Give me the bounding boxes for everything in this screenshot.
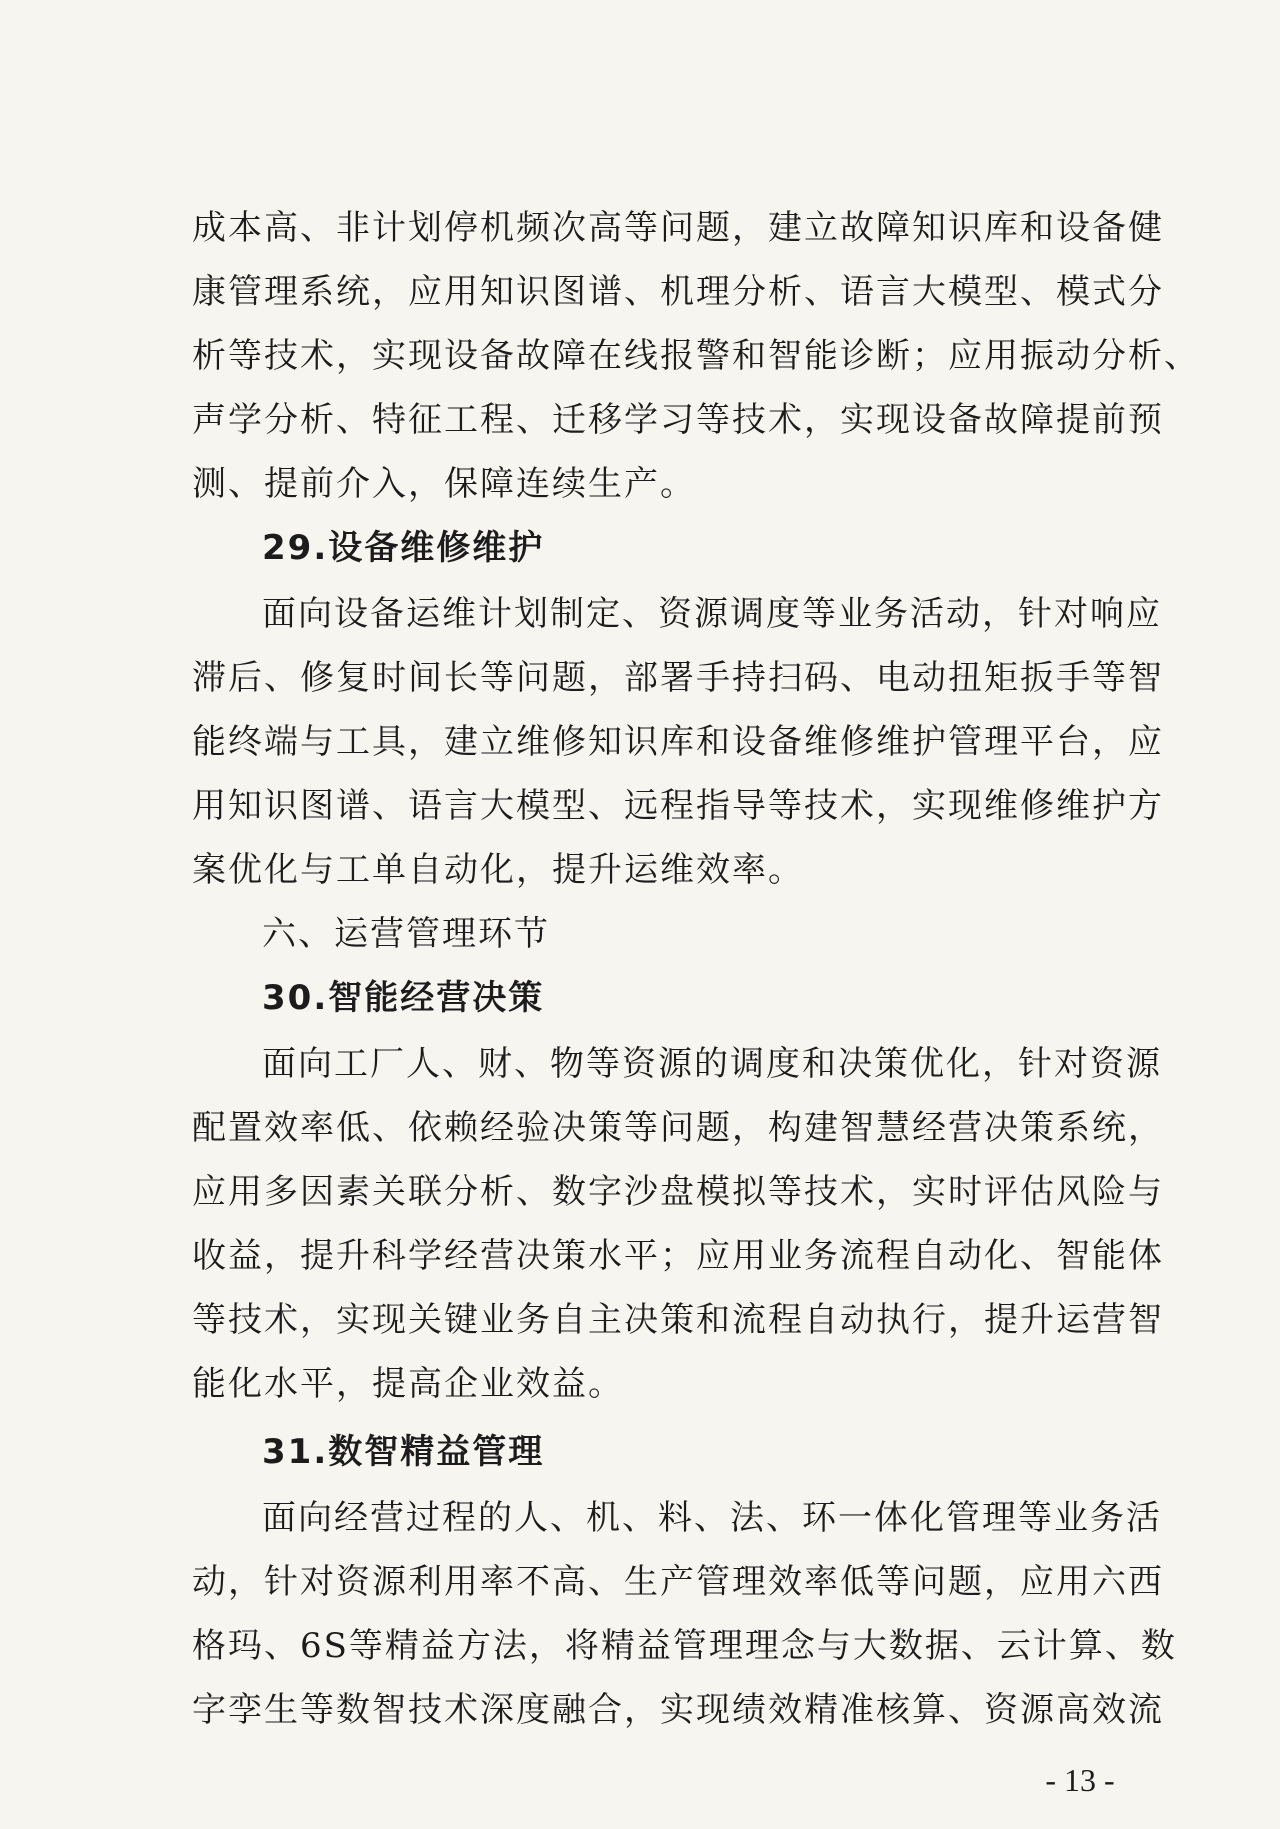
paragraph-line: 收益，提升科学经营决策水平；应用业务流程自动化、智能体 — [192, 1236, 1164, 1276]
paragraph-line: 康管理系统，应用知识图谱、机理分析、语言大模型、模式分 — [192, 272, 1164, 312]
section-heading-29: 29.设备维修维护 — [262, 528, 545, 568]
page-number: - 13 - — [1045, 1762, 1115, 1798]
paragraph-line: 格玛、6S等精益方法，将精益管理理念与大数据、云计算、数 — [192, 1626, 1177, 1666]
section-heading-30: 30.智能经营决策 — [262, 978, 545, 1018]
paragraph-line: 能化水平，提高企业效益。 — [192, 1364, 624, 1404]
paragraph-line: 面向工厂人、财、物等资源的调度和决策优化，针对资源 — [262, 1044, 1162, 1084]
paragraph-line: 面向经营过程的人、机、料、法、环一体化管理等业务活 — [262, 1498, 1162, 1538]
paragraph-line: 等技术，实现关键业务自主决策和流程自动执行，提升运营智 — [192, 1300, 1164, 1340]
paragraph-line: 测、提前介入，保障连续生产。 — [192, 464, 696, 504]
paragraph-line: 用知识图谱、语言大模型、远程指导等技术，实现维修维护方 — [192, 786, 1164, 826]
paragraph-line: 面向设备运维计划制定、资源调度等业务活动，针对响应 — [262, 594, 1162, 634]
paragraph-line: 动，针对资源利用率不高、生产管理效率低等问题，应用六西 — [192, 1562, 1164, 1602]
paragraph-line: 析等技术，实现设备故障在线报警和智能诊断；应用振动分析、 — [192, 336, 1200, 376]
chapter-heading: 六、运营管理环节 — [262, 914, 550, 954]
paragraph-line: 成本高、非计划停机频次高等问题，建立故障知识库和设备健 — [192, 208, 1164, 248]
paragraph-line: 配置效率低、依赖经验决策等问题，构建智慧经营决策系统， — [192, 1108, 1164, 1148]
paragraph-line: 案优化与工单自动化，提升运维效率。 — [192, 850, 804, 890]
paragraph-line: 能终端与工具，建立维修知识库和设备维修维护管理平台，应 — [192, 722, 1164, 762]
section-heading-31: 31.数智精益管理 — [262, 1432, 545, 1472]
paragraph-line: 字孪生等数智技术深度融合，实现绩效精准核算、资源高效流 — [192, 1690, 1164, 1730]
paragraph-line: 应用多因素关联分析、数字沙盘模拟等技术，实时评估风险与 — [192, 1172, 1164, 1212]
paragraph-line: 声学分析、特征工程、迁移学习等技术，实现设备故障提前预 — [192, 400, 1164, 440]
paragraph-line: 滞后、修复时间长等问题，部署手持扫码、电动扭矩扳手等智 — [192, 658, 1164, 698]
